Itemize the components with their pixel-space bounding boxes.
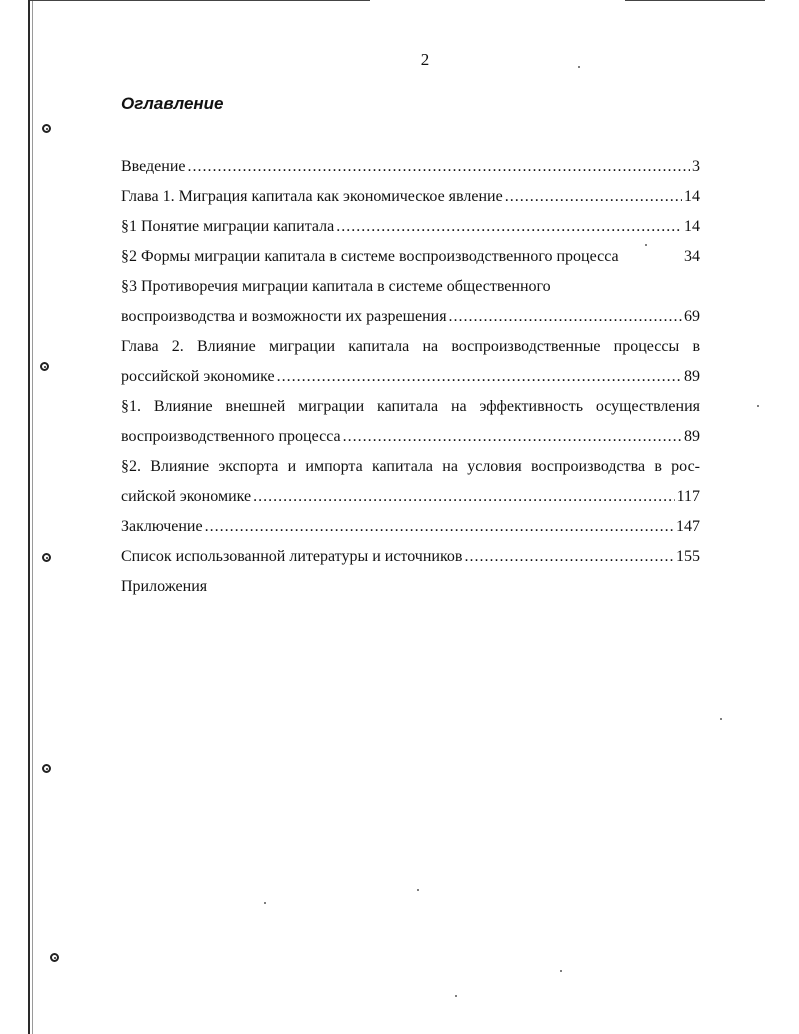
toc-entry-section-2-2-line-2[interactable] xyxy=(121,482,700,512)
scan-top-edge-right xyxy=(625,0,765,1)
toc-entry-page: 89 xyxy=(684,368,700,385)
toc-entry-page: 155 xyxy=(676,548,700,565)
dot-leader xyxy=(205,512,674,542)
toc-entry-text: Список использованной литературы и источников xyxy=(121,548,463,565)
scan-top-edge xyxy=(30,0,370,1)
toc-entry-page: 3 xyxy=(692,158,700,175)
toc-entry-text: §1 Понятие миграции капитала xyxy=(121,218,335,235)
toc-entry-section-2-2-line-1[interactable] xyxy=(121,452,700,482)
toc-entry-text: Глава 2. Влияние миграции капитала на воспроизводственные процессы в xyxy=(121,338,700,355)
dot-leader xyxy=(253,482,674,512)
scan-speck xyxy=(757,405,759,407)
toc-entry-text: §1. Влияние внешней миграции капитала на эффективность осуществления xyxy=(121,398,700,415)
dot-leader xyxy=(449,302,682,332)
dot-leader xyxy=(464,542,674,572)
toc-entry-section-1-1[interactable] xyxy=(121,212,700,242)
table-of-contents xyxy=(121,152,700,602)
dot-leader xyxy=(505,182,682,212)
dot-leader xyxy=(188,152,691,182)
binding-hole-icon xyxy=(40,362,49,371)
toc-entry-text: §2 Формы миграции капитала в системе воспроизводственного процесса xyxy=(121,248,619,265)
binding-hole-icon xyxy=(42,764,51,773)
toc-entry-text: Введение xyxy=(121,158,186,175)
toc-entry-page: 89 xyxy=(684,428,700,445)
toc-entry-section-1-3-line-1[interactable] xyxy=(121,272,700,302)
toc-entry-text: воспроизводственного процесса xyxy=(121,428,341,445)
toc-entry-page: 117 xyxy=(676,488,700,505)
toc-entry-section-2-1-line-2[interactable] xyxy=(121,422,700,452)
toc-entry-page: 34 xyxy=(684,248,700,265)
scan-speck xyxy=(578,66,580,68)
dot-leader xyxy=(336,212,682,242)
scan-speck xyxy=(455,995,457,997)
toc-entry-intro[interactable] xyxy=(121,152,700,182)
toc-entry-text: воспроизводства и возможности их разрешения xyxy=(121,308,447,325)
scan-speck xyxy=(417,889,419,891)
binding-hole-icon xyxy=(50,953,59,962)
toc-entry-text: Глава 1. Миграция капитала как экономическое явление xyxy=(121,188,503,205)
toc-entry-section-1-3-line-2[interactable] xyxy=(121,302,700,332)
scan-left-edge xyxy=(28,0,30,1034)
scan-speck xyxy=(264,902,266,904)
toc-entry-text: сийской экономике xyxy=(121,488,252,505)
toc-entry-chapter-1[interactable] xyxy=(121,182,700,212)
toc-entry-section-2-1-line-1[interactable] xyxy=(121,392,700,422)
dot-leader xyxy=(277,362,682,392)
toc-entry-page: 69 xyxy=(684,308,700,325)
toc-entry-chapter-2-line-2[interactable] xyxy=(121,362,700,392)
toc-title: Оглавление xyxy=(121,94,224,113)
toc-entry-section-1-2[interactable] xyxy=(121,242,700,272)
page-number: 2 xyxy=(420,50,430,69)
toc-entry-text: российской экономике xyxy=(121,368,275,385)
toc-entry-text: Приложения xyxy=(121,578,208,595)
toc-entry-text: §3 Противоречия миграции капитала в системе общественного xyxy=(121,278,551,295)
dot-leader xyxy=(343,422,682,452)
binding-hole-icon xyxy=(42,553,51,562)
toc-entry-bibliography[interactable] xyxy=(121,542,700,572)
toc-entry-text: Заключение xyxy=(121,518,203,535)
scan-speck xyxy=(720,718,722,720)
scan-left-edge-shadow xyxy=(32,0,33,1034)
toc-entry-page: 147 xyxy=(676,518,700,535)
binding-hole-icon xyxy=(42,124,51,133)
toc-entry-conclusion[interactable] xyxy=(121,512,700,542)
toc-entry-chapter-2-line-1[interactable] xyxy=(121,332,700,362)
scan-speck xyxy=(560,970,562,972)
toc-entry-text: §2. Влияние экспорта и импорта капитала на условия воспроизводства в рос- xyxy=(121,458,700,475)
toc-entry-appendices[interactable] xyxy=(121,572,700,602)
toc-entry-page: 14 xyxy=(684,218,700,235)
toc-entry-page: 14 xyxy=(684,188,700,205)
